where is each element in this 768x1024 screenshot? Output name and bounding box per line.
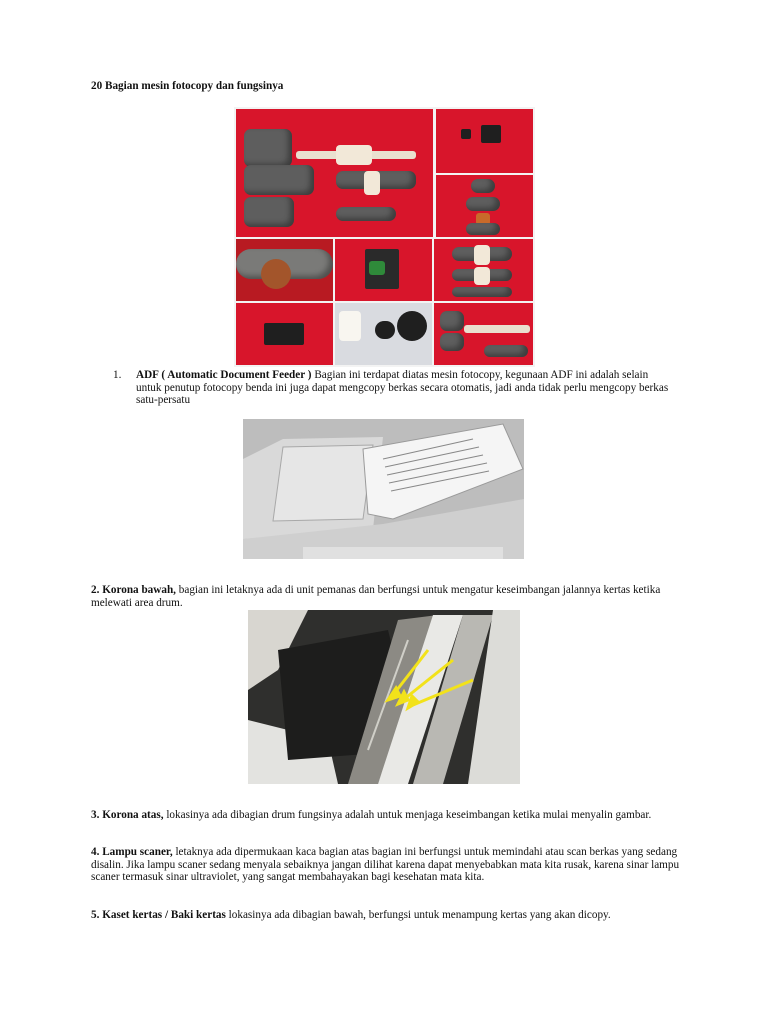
item-heading: 3. Korona atas, [91,809,164,821]
corona-photo [248,610,520,784]
item-heading: 5. Kaset kertas / Baki kertas [91,909,226,921]
item-heading: 4. Lampu scaner, [91,846,173,858]
list-item-korona-atas [91,809,691,822]
item-text: Bagian ini terdapat diatas mesin fotocopy, kegunaan ADF ini adalah selain untuk penutup fotocopy benda ini juga dapat mengcopy berkas secara otomatis, jadi anda tidak perlu mengcopy berkas satu-persatu [136,369,669,407]
adf-photo-drawing [243,419,524,559]
item-heading: ADF ( Automatic Document Feeder ) [136,369,312,381]
list-item-kaset-kertas [91,909,691,922]
list-number: 1. [113,369,122,381]
item-text: bagian ini letaknya ada di unit pemanas dan berfungsi untuk mengatur keseimbangan jalannya kertas ketika melewati area drum. [91,584,661,609]
list-item-lampu-scaner [91,846,691,884]
corona-photo-drawing [248,610,520,784]
spare-parts-collage-image [234,107,535,367]
adf-photo [243,419,524,559]
list-item-adf [113,369,673,407]
item-text: lokasinya ada dibagian drum fungsinya adalah untuk menjaga keseimbangan ketika mulai menyalin gambar. [163,809,652,821]
item-text: letaknya ada dipermukaan kaca bagian atas bagian ini berfungsi untuk memindahi atau scan berkas yang sedang disalin. Jika lampu scaner sedang menyala sebaiknya jangan dilihat karena dapat menyebabkan mata kita rusak, karena sinar lampu scaner termasuk sinar ultraviolet, yang sangat membahayakan bagi kesehatan mata kita. [91,846,680,884]
document-title: 20 Bagian mesin fotocopy dan fungsinya [91,80,284,92]
list-item-korona-bawah [91,584,691,609]
item-text: lokasinya ada dibagian bawah, berfungsi untuk menampung kertas yang akan dicopy. [225,909,611,921]
item-heading: 2. Korona bawah, [91,584,176,596]
